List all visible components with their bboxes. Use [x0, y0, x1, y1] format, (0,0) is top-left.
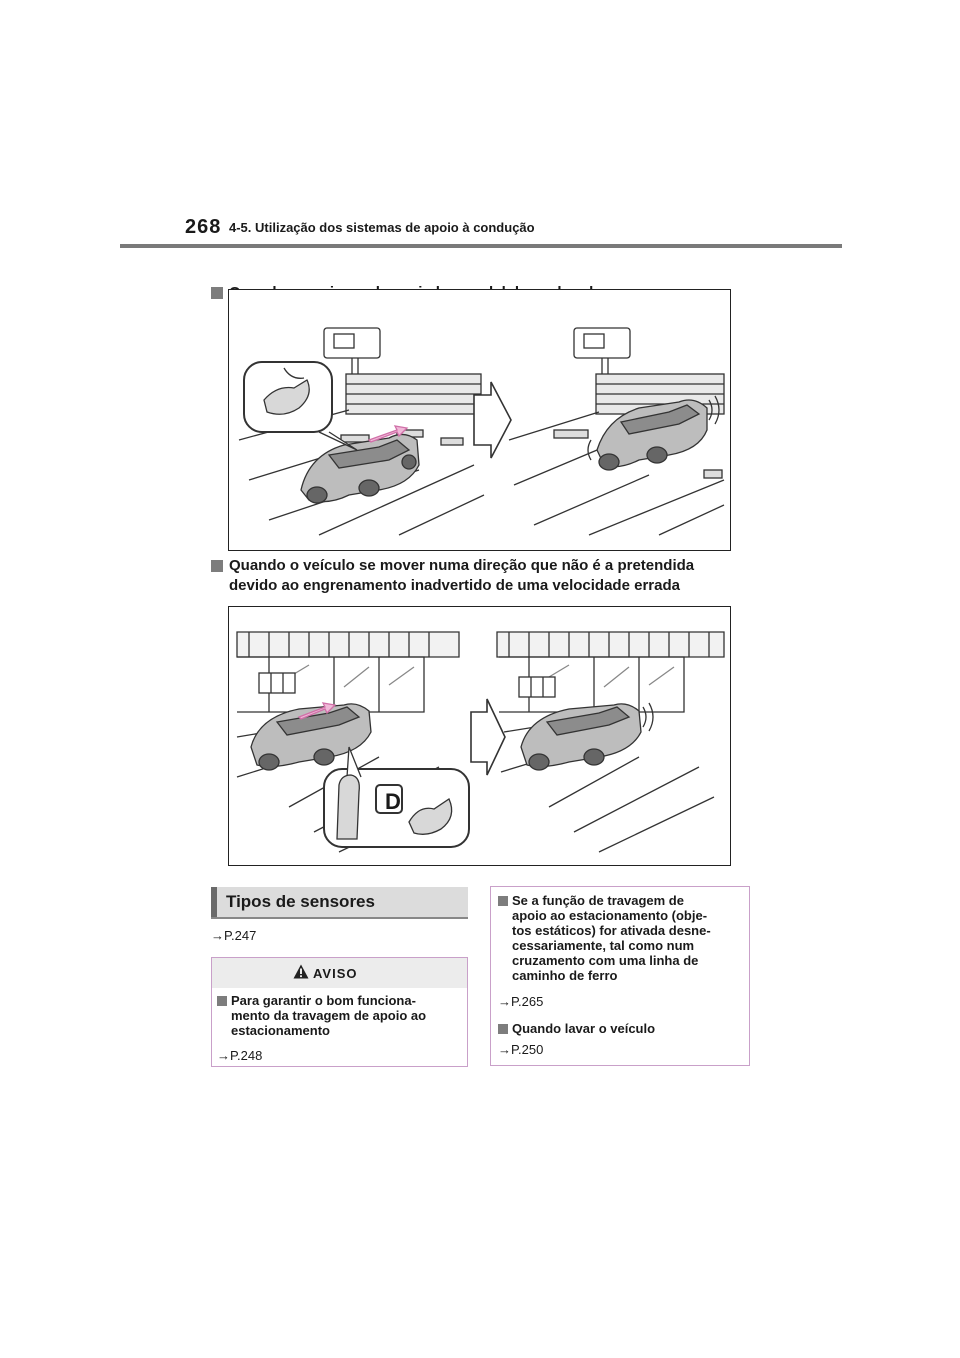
square-bullet-icon: [211, 287, 223, 299]
reference-link-p265[interactable]: →P.265: [498, 994, 544, 1009]
square-bullet-icon: [211, 560, 223, 572]
chapter-title: 4-5. Utilização dos sistemas de apoio à condução: [229, 220, 535, 235]
section-underline: [211, 917, 468, 919]
info-item-washing: Quando lavar o veículo: [498, 1021, 746, 1036]
section-bar: [211, 887, 217, 918]
warning-item: Para garantir o bom funciona- mento da travagem de apoio ao estacionamento: [217, 993, 462, 1038]
warning-triangle-icon: [293, 964, 309, 979]
reference-link-p247[interactable]: →P.247: [211, 928, 257, 943]
section-title: Tipos de sensores: [226, 892, 375, 911]
warning-box: [211, 957, 468, 1067]
parking-illustration-1: [229, 290, 729, 549]
header-rule: [120, 244, 842, 248]
section-heading-wrong-gear: Quando o veículo se mover numa direção que não é a pretendida devido ao engrenamento inadvertido de uma velocidade errada: [211, 556, 694, 596]
info-box: [490, 886, 750, 1066]
reference-link-p250[interactable]: →P.250: [498, 1042, 544, 1057]
info-item-static-objects: Se a função de travagem de apoio ao estacionamento (obje- tos estáticos) for ativada desne- cessariamente, tal como num cruzamento com uma linha de caminho de ferro: [498, 893, 746, 983]
reference-link-p248[interactable]: →P.248: [217, 1048, 263, 1063]
gear-d-label: D: [385, 789, 401, 814]
square-bullet-icon: [498, 896, 508, 906]
figure-wrong-gear: [228, 606, 731, 866]
page-number: 268: [185, 216, 222, 238]
warning-label: AVISO: [313, 966, 358, 981]
warning-header: [212, 958, 467, 988]
section-box-tipos-de-sensores: [211, 887, 468, 918]
square-bullet-icon: [498, 1024, 508, 1034]
parking-illustration-2: [229, 607, 729, 864]
square-bullet-icon: [217, 996, 227, 1006]
figure-accelerator: [228, 289, 731, 551]
